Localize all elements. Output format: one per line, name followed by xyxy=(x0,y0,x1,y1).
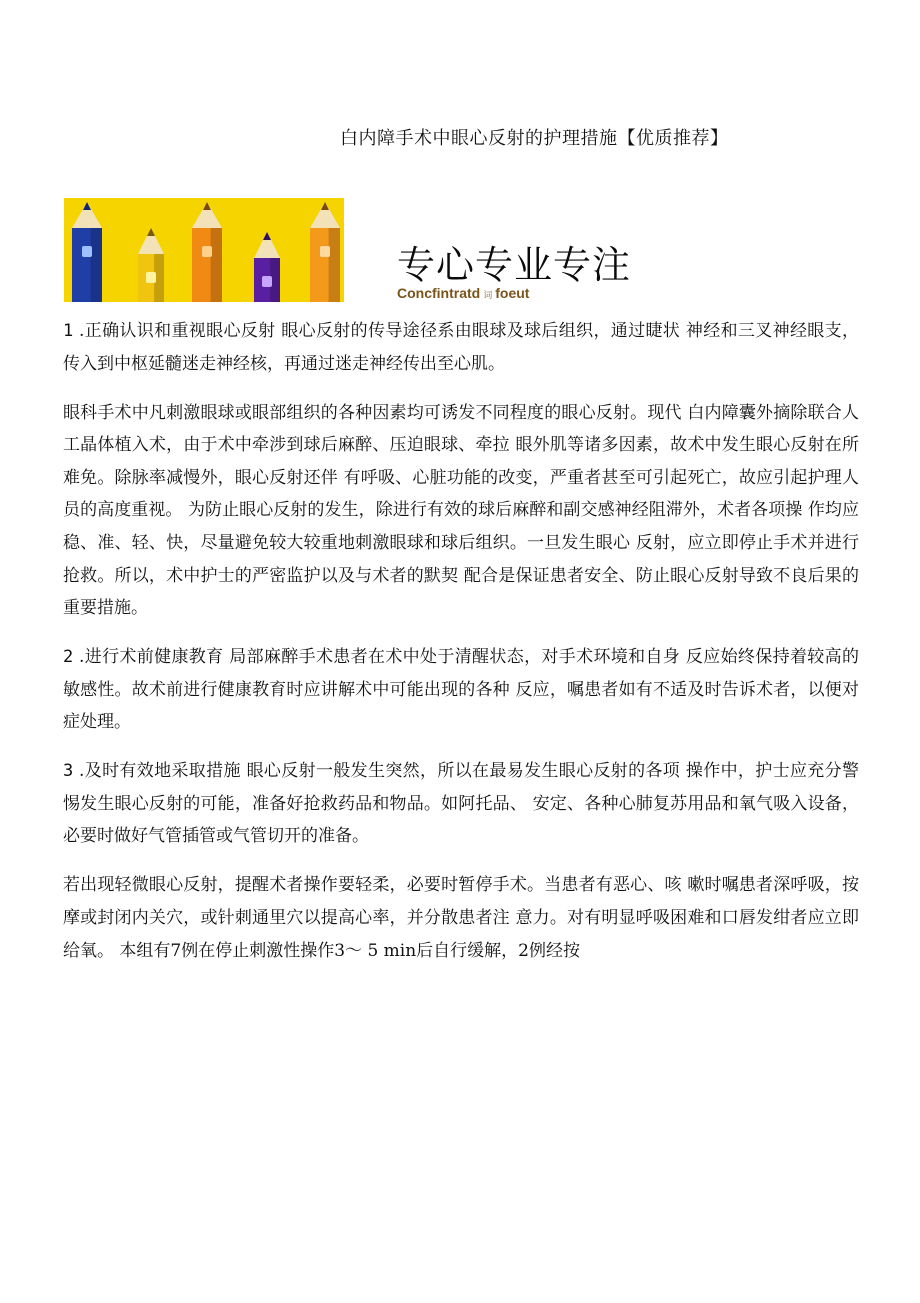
paragraph-number: 1 xyxy=(63,321,74,341)
paragraph-number: 2 xyxy=(63,647,74,668)
pencils-banner-image xyxy=(64,198,344,302)
paragraph-2 xyxy=(63,397,859,625)
pencils-illustration xyxy=(64,198,344,302)
paragraph-3 xyxy=(63,641,859,739)
paragraph-text: .正确认识和重视眼心反射 眼心反射的传导途径系由眼球及球后组织，通过睫状 神经和三叉神经眼支，传入到中枢延髓迷走神经核，再通过迷走神经传出至心肌。 xyxy=(63,321,859,374)
article-body xyxy=(63,315,859,984)
document-title: 白内障手术中眼心反射的护理措施【优质推荐】 xyxy=(340,128,729,149)
paragraph-1 xyxy=(63,315,859,380)
slogan-english-part-b: foeut xyxy=(495,285,530,301)
paragraph-text: .进行术前健康教育 局部麻醉手术患者在术中处于清醒状态，对手术环境和自身 反应始终保持着较高的敏感性。故术前进行健康教育时应讲解术中可能出现的各种 反应，嘱患者如有不适及时告诉术者，以便对症处理。 xyxy=(63,647,859,733)
paragraph-text: .及时有效地采取措施 眼心反射一般发生突然，所以在最易发生眼心反射的各项 操作中，护士应充分警惕发生眼心反射的可能，准备好抢救药品和物品。如阿托品、 安定、各种心肺复苏用品和氧气吸入设备，必要时做好气管插管或气管切开的准备。 xyxy=(63,761,859,847)
paragraph-text: 若出现轻微眼心反射，提醒术者操作要轻柔，必要时暂停手术。当患者有恶心、咳 嗽时嘱患者深呼吸，按摩或封闭内关穴，或针刺通里穴以提高心率，并分散患者注 意力。对有明显呼吸困难和口唇发绀者应立即给氧。 本组有7例在停止刺激性操作3〜 5 min后自行缓解，2例经按 xyxy=(63,875,859,961)
paragraph-number: 3 xyxy=(63,761,74,782)
slogan-english xyxy=(397,285,529,301)
slogan-chinese: 专心专业专注 xyxy=(397,243,632,287)
paragraph-5 xyxy=(63,869,859,967)
slogan-english-glyph: 词 xyxy=(483,290,493,300)
paragraph-4 xyxy=(63,755,859,853)
paragraph-text: 眼科手术中凡刺激眼球或眼部组织的各种因素均可诱发不同程度的眼心反射。现代 白内障囊外摘除联合人工晶体植入术，由于术中牵涉到球后麻醉、压迫眼球、牵拉 眼外肌等诸多因素，故术中发生眼心反射在所难免。除脉率减慢外，眼心反射还伴 有呼吸、心脏功能的改变，严重者甚至可引起死亡，故应引起护理人员的高度重视。 为防止眼心反射的发生，除进行有效的球后麻醉和副交感神经阻滞外，术者各项操 作均应稳、准、轻、快，尽量避免较大较重地刺激眼球和球后组织。一旦发生眼心 反射，应立即停止手术并进行抢救。所以，术中护士的严密监护以及与术者的默契 配合是保证患者安全、防止眼心反射导致不良后果的重要措施。 xyxy=(63,402,859,619)
slogan-english-part-a: Concfintratd xyxy=(397,285,481,301)
